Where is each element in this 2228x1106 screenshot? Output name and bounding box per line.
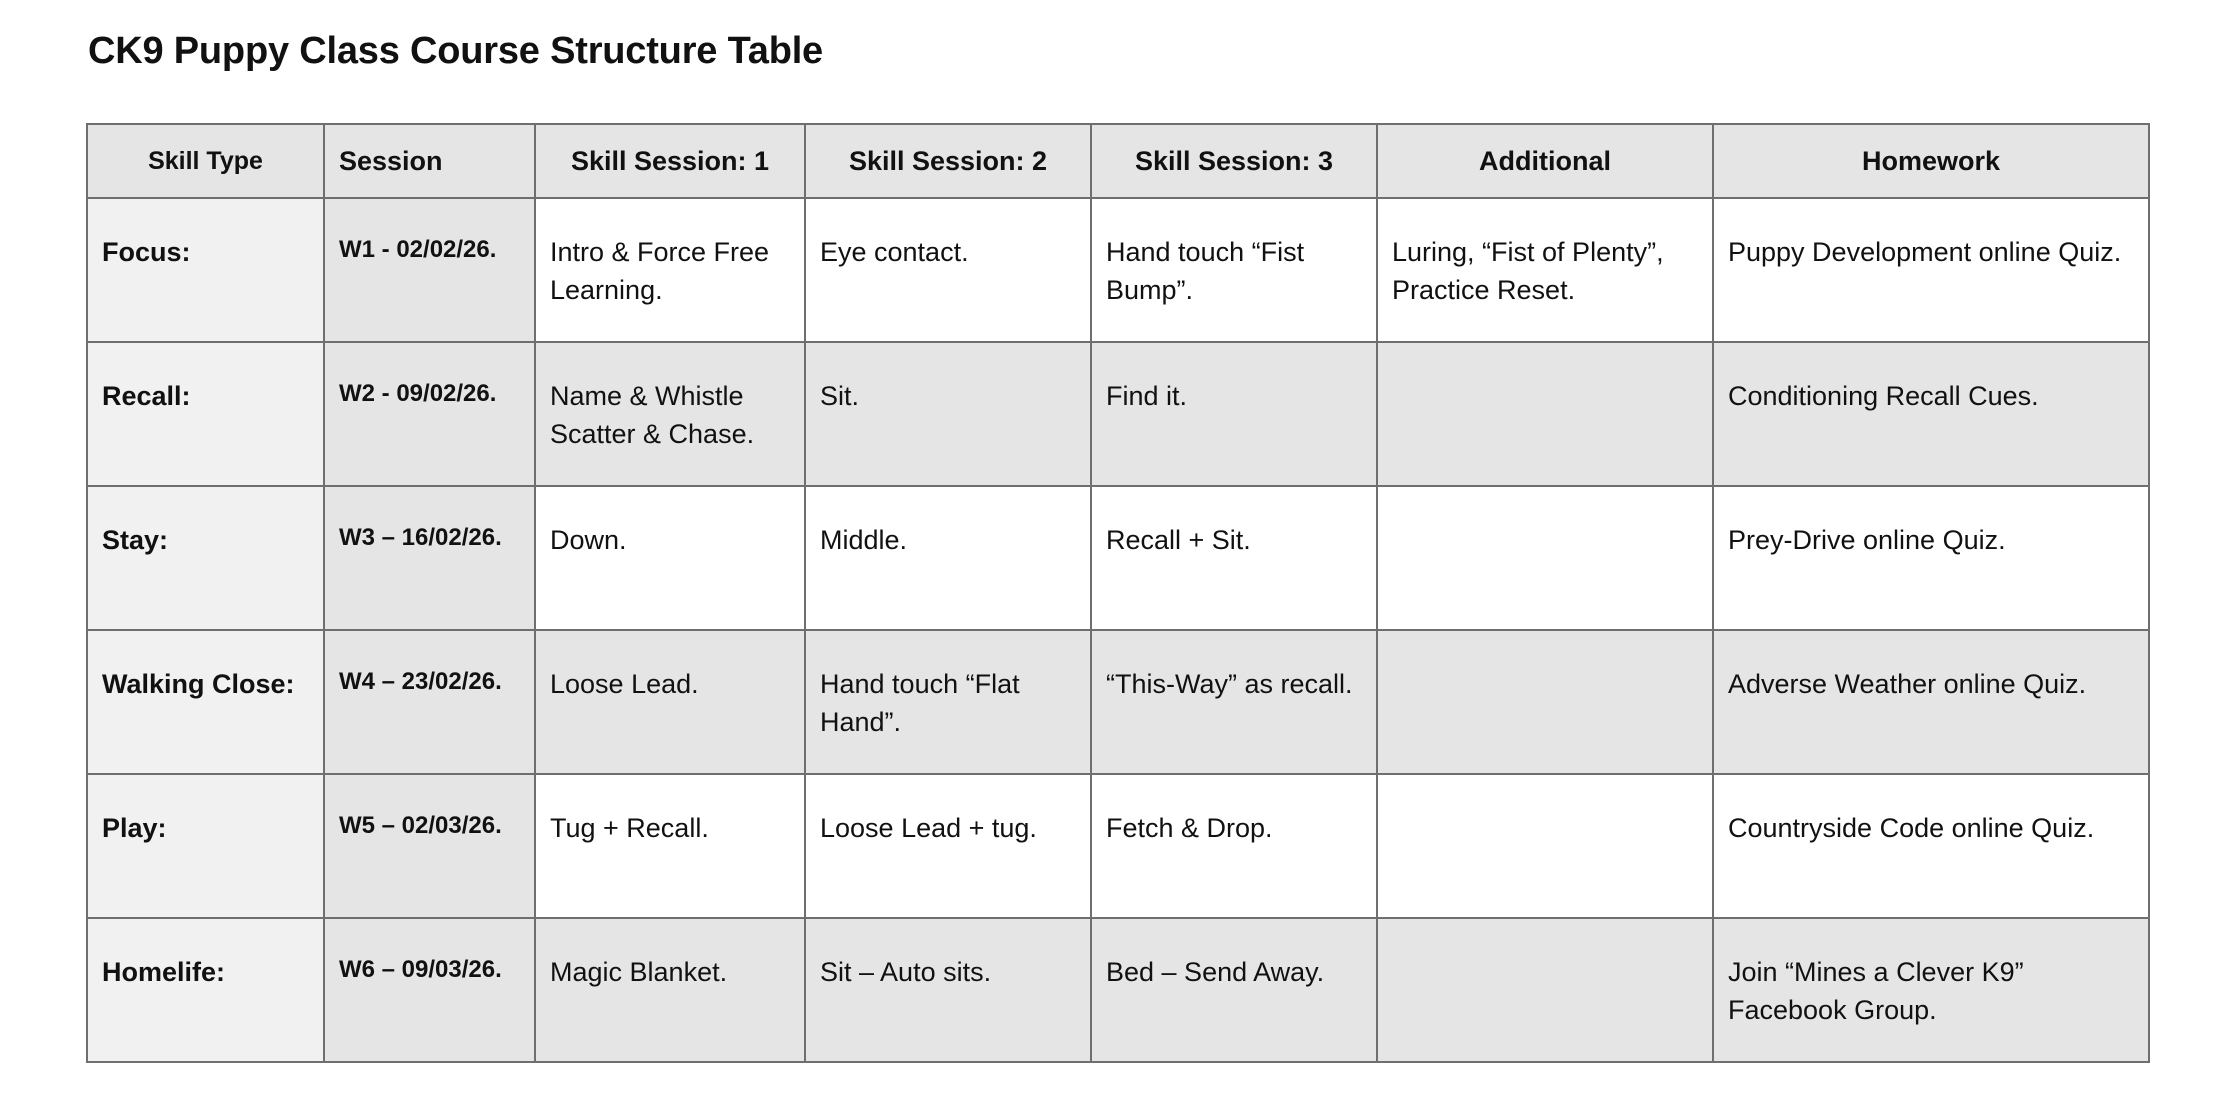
table-row — [87, 198, 2149, 342]
skill-session-3-cell: “This-Way” as recall. — [1091, 630, 1377, 774]
session-cell: W3 – 16/02/26. — [324, 486, 535, 630]
skill-session-2-cell: Sit – Auto sits. — [805, 918, 1091, 1062]
header-session: Session — [324, 124, 535, 198]
additional-cell — [1377, 774, 1713, 918]
skill-session-3-cell: Bed – Send Away. — [1091, 918, 1377, 1062]
skill-session-1-cell: Intro & Force Free Learning. — [535, 198, 805, 342]
session-cell: W1 - 02/02/26. — [324, 198, 535, 342]
course-structure-table — [86, 123, 2150, 1063]
header-row — [87, 124, 2149, 198]
skill-session-3-cell: Hand touch “Fist Bump”. — [1091, 198, 1377, 342]
table-row — [87, 918, 2149, 1062]
skill-type-cell: Focus: — [87, 198, 324, 342]
homework-cell: Join “Mines a Clever K9” Facebook Group. — [1713, 918, 2149, 1062]
table-row — [87, 630, 2149, 774]
skill-session-1-cell: Down. — [535, 486, 805, 630]
skill-session-3-cell: Recall + Sit. — [1091, 486, 1377, 630]
homework-cell: Adverse Weather online Quiz. — [1713, 630, 2149, 774]
skill-type-cell: Play: — [87, 774, 324, 918]
skill-type-cell: Stay: — [87, 486, 324, 630]
skill-session-1-cell: Tug + Recall. — [535, 774, 805, 918]
additional-cell — [1377, 918, 1713, 1062]
skill-session-2-cell: Eye contact. — [805, 198, 1091, 342]
skill-session-2-cell: Middle. — [805, 486, 1091, 630]
skill-session-3-cell: Fetch & Drop. — [1091, 774, 1377, 918]
table-row — [87, 774, 2149, 918]
additional-cell — [1377, 486, 1713, 630]
header-skill-session-2: Skill Session: 2 — [805, 124, 1091, 198]
skill-session-2-cell: Sit. — [805, 342, 1091, 486]
skill-session-1-cell: Magic Blanket. — [535, 918, 805, 1062]
homework-cell: Countryside Code online Quiz. — [1713, 774, 2149, 918]
skill-session-2-cell: Loose Lead + tug. — [805, 774, 1091, 918]
session-cell: W4 – 23/02/26. — [324, 630, 535, 774]
page-title: CK9 Puppy Class Course Structure Table — [88, 30, 823, 72]
header-additional: Additional — [1377, 124, 1713, 198]
skill-type-cell: Walking Close: — [87, 630, 324, 774]
skill-type-cell: Recall: — [87, 342, 324, 486]
header-homework: Homework — [1713, 124, 2149, 198]
homework-cell: Puppy Development online Quiz. — [1713, 198, 2149, 342]
skill-session-3-cell: Find it. — [1091, 342, 1377, 486]
homework-cell: Conditioning Recall Cues. — [1713, 342, 2149, 486]
skill-type-cell: Homelife: — [87, 918, 324, 1062]
header-skill-type: Skill Type — [87, 124, 324, 198]
header-skill-session-1: Skill Session: 1 — [535, 124, 805, 198]
additional-cell — [1377, 630, 1713, 774]
session-cell: W6 – 09/03/26. — [324, 918, 535, 1062]
additional-cell: Luring, “Fist of Plenty”, Practice Reset. — [1377, 198, 1713, 342]
skill-session-1-cell: Name & Whistle Scatter & Chase. — [535, 342, 805, 486]
session-cell: W5 – 02/03/26. — [324, 774, 535, 918]
table-row — [87, 342, 2149, 486]
homework-cell: Prey-Drive online Quiz. — [1713, 486, 2149, 630]
additional-cell — [1377, 342, 1713, 486]
skill-session-2-cell: Hand touch “Flat Hand”. — [805, 630, 1091, 774]
session-cell: W2 - 09/02/26. — [324, 342, 535, 486]
table-row — [87, 486, 2149, 630]
skill-session-1-cell: Loose Lead. — [535, 630, 805, 774]
header-skill-session-3: Skill Session: 3 — [1091, 124, 1377, 198]
